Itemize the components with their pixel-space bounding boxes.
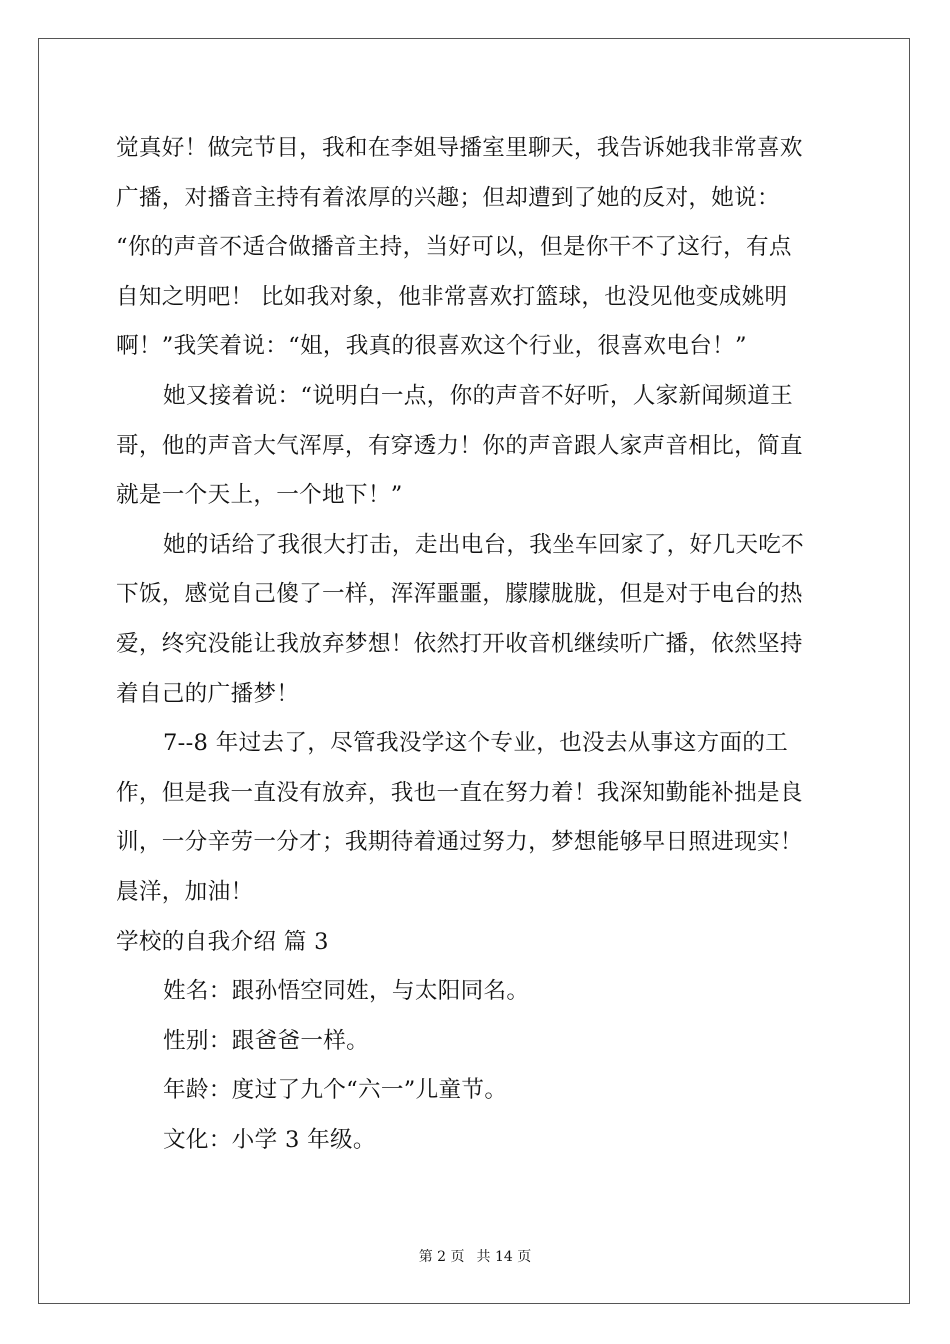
document-body [116, 124, 836, 1165]
profile-line-gender: 性别：跟爸爸一样。 [163, 1027, 370, 1054]
text-line: 训，一分辛劳一分才；我期待着通过努力，梦想能够早日照进现实！ [116, 829, 803, 856]
text-line: 哥，他的声音大气浑厚，有穿透力！你的声音跟人家声音相比，简直 [116, 432, 803, 459]
text-line: 作，但是我一直没有放弃，我也一直在努力着！我深知勤能补拙是良 [116, 779, 803, 806]
paragraph-1 [116, 124, 836, 372]
page-number: 第 2 页 [418, 1249, 465, 1265]
text-line: 自知之明吧！ 比如我对象，他非常喜欢打篮球，也没见他变成姚明 [116, 283, 788, 310]
text-line: 爱，终究没能让我放弃梦想！依然打开收音机继续听广播，依然坚持 [116, 630, 803, 657]
text-line: “你的声音不适合做播音主持，当好可以，但是你干不了这行，有点 [116, 234, 792, 261]
profile-line-age: 年龄：度过了九个“六一”儿童节。 [163, 1077, 508, 1104]
page-total: 共 14 页 [476, 1249, 532, 1265]
paragraph-3 [116, 521, 836, 719]
profile-line-name: 姓名：跟孙悟空同姓，与太阳同名。 [163, 978, 530, 1005]
profile-line-education: 文化：小学 3 年级。 [163, 1126, 376, 1153]
text-line: 下饭，感觉自己傻了一样，浑浑噩噩，朦朦胧胧，但是对于电台的热 [116, 581, 803, 608]
text-line: 她又接着说：“说明白一点，你的声音不好听，人家新闻频道王 [163, 382, 793, 409]
text-line: 她的话给了我很大打击，走出电台，我坐车回家了，好几天吃不 [163, 531, 805, 558]
text-line: 觉真好！做完节目，我和在李姐导播室里聊天，我告诉她我非常喜欢 [116, 135, 803, 161]
text-line: 7--8 年过去了，尽管我没学这个专业，也没去从事这方面的工 [163, 730, 789, 757]
paragraph-2 [116, 372, 836, 521]
text-line: 就是一个天上，一个地下！” [116, 482, 403, 509]
section-heading: 学校的自我介绍 篇 3 [116, 928, 329, 955]
text-line: 广播，对播音主持有着浓厚的兴趣；但却遭到了她的反对，她说： [116, 184, 780, 211]
text-line: 晨洋，加油！ [116, 878, 254, 905]
text-line: 着自己的广播梦！ [116, 680, 300, 707]
text-line: 啊！”我笑着说：“姐，我真的很喜欢这个行业，很喜欢电台！” [116, 333, 747, 360]
page-footer [0, 1247, 950, 1267]
paragraph-4 [116, 719, 836, 917]
profile-list [116, 967, 836, 1165]
